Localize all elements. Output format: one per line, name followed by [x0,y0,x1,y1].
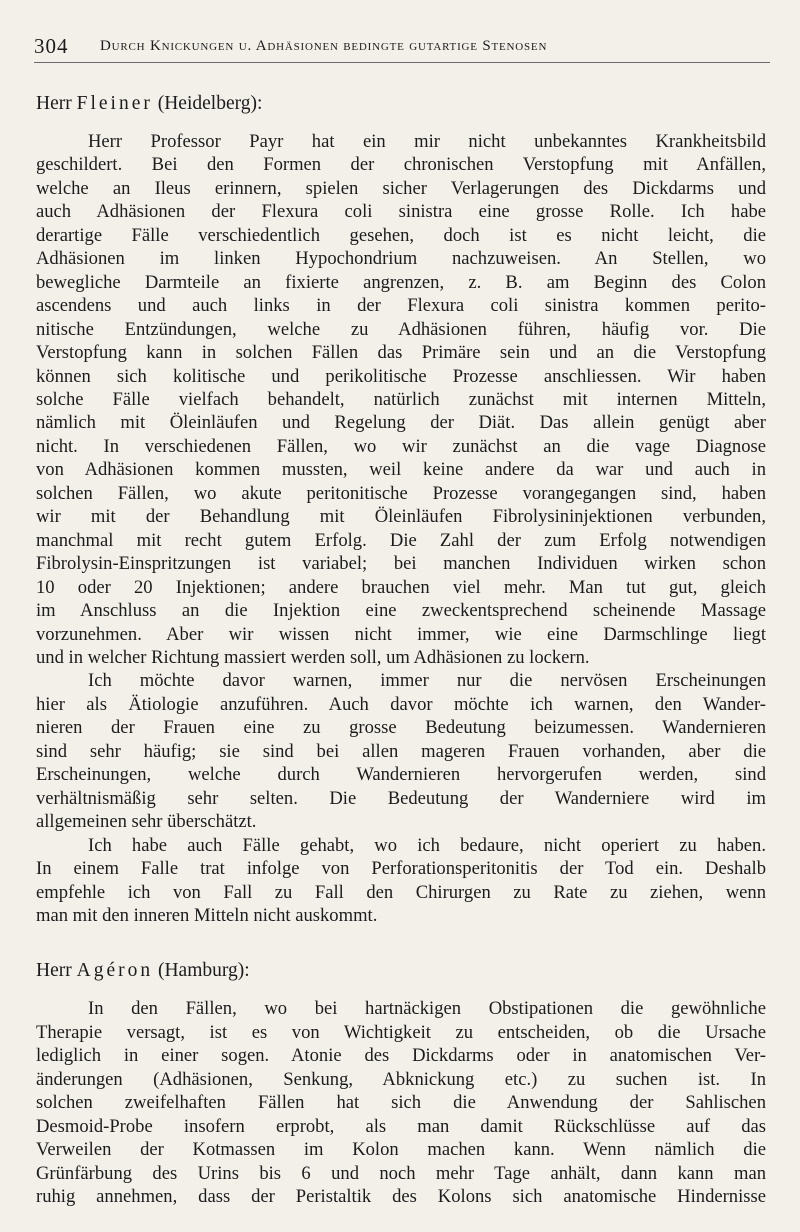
speaker-heading [36,92,766,116]
text-line: Therapie versagt, ist es von Wichtigkeit zu entscheiden, ob die Ursache [36,1021,766,1043]
text-line: In einem Falle trat infolge von Perforationsperitonitis der Tod ein. Deshalb [36,858,766,880]
text-line: allgemeinen sehr überschätzt. [36,811,257,833]
text-line: änderungen (Adhäsionen, Senkung, Abknickung etc.) zu suchen ist. In [36,1068,766,1090]
text-line: und in welcher Richtung massiert werden soll, um Adhäsionen zu lockern. [36,646,590,668]
text-line: nieren der Frauen eine zu grosse Bedeutung beizumessen. Wandernieren [36,717,766,739]
text-line: Erscheinungen, welche durch Wandernieren hervorgerufen werden, sind [36,764,766,786]
page-content [36,92,766,1208]
speaker-city: (Heidelberg): [157,93,263,114]
text-line: manchmal mit recht gutem Erfolg. Die Zahl der zum Erfolg notwendigen [36,529,766,551]
speaker-name: Agéron [76,960,154,982]
text-line: verhältnismäßig sehr selten. Die Bedeutung der Wanderniere wird im [36,787,766,809]
paragraph [36,997,766,1208]
page-number: 304 [34,34,69,58]
text-line: solchen zweifelhaften Fällen hat sich die Anwendung der Sahlischen [36,1092,766,1114]
text-line: im Anschluss an die Injektion eine zweckentsprechend scheinende Massage [36,600,766,622]
text-line: hier als Ätiologie anzuführen. Auch davor möchte ich warnen, den Wander- [36,693,766,715]
text-line: 10 oder 20 Injektionen; andere brauchen viel mehr. Man tut gut, gleich [36,576,766,598]
text-line: nitische Entzündungen, welche zu Adhäsionen führen, häufig vor. Die [36,318,766,340]
text-line: Verstopfung kann in solchen Fällen das Primäre sein und an die Verstopfung [36,342,766,364]
text-line: nämlich mit Öleinläufen und Regelung der Diät. Das allein genügt aber [36,412,766,434]
text-line: lediglich in einer sogen. Atonie des Dickdarms oder in anatomischen Ver- [36,1045,766,1067]
text-line: auch Adhäsionen der Flexura coli sinistra eine grosse Rolle. Ich habe [36,201,766,223]
page-header [34,34,770,63]
text-line: welche an Ileus erinnern, spielen sicher Verlagerungen des Dickdarms und [36,177,766,199]
text-line: Fibrolysin-Einspritzungen ist variabel; bei manchen Individuen wirken schon [36,553,766,575]
text-line: solche Fälle vielfach behandelt, natürlich zunächst mit internen Mitteln, [36,388,766,410]
discussion-section-fleiner [36,92,766,927]
text-line: In den Fällen, wo bei hartnäckigen Obstipationen die gewöhnliche [88,998,766,1020]
text-line: ascendens und auch links in der Flexura coli sinistra kommen perito- [36,295,766,317]
text-line: von Adhäsionen kommen mussten, weil keine andere da war und auch in [36,459,766,481]
paragraph [36,669,766,833]
running-title: Durch Knickungen u. Adhäsionen bedingte gutartige Stenosen [100,38,548,54]
text-line: derartige Fälle verschiedentlich gesehen, doch ist es nicht leicht, die [36,224,766,246]
text-line: können sich kolitische und perikolitische Prozesse anschliessen. Wir haben [36,365,766,387]
text-line: wir mit der Behandlung mit Öleinläufen Fibrolysininjektionen verbunden, [36,506,766,528]
text-line: solchen Fällen, wo akute peritonitische Prozesse vorangegangen sind, haben [36,482,766,504]
text-line: sind sehr häufig; sie sind bei allen mageren Frauen vorhanden, aber die [36,740,766,762]
text-line: vorzunehmen. Aber wir wissen nicht immer, wie eine Darmschlinge liegt [36,623,766,645]
text-line: Adhäsionen im linken Hypochondrium nachzuweisen. An Stellen, wo [36,248,766,270]
speaker-heading [36,959,766,983]
text-line: ruhig annehmen, dass der Peristaltik des Kolons sich anatomische Hindernisse [36,1186,766,1208]
discussion-section-ageron [36,959,766,1208]
text-line: Verweilen der Kotmassen im Kolon machen kann. Wenn nämlich die [36,1139,766,1161]
paragraph [36,834,766,928]
text-line: nicht. In verschiedenen Fällen, wo wir zunächst an die vage Diagnose [36,435,766,457]
speaker-prefix: Herr [36,93,72,114]
speaker-prefix: Herr [36,960,72,982]
text-line: man mit den inneren Mitteln nicht auskommt. [36,904,378,926]
text-line: Ich möchte davor warnen, immer nur die nervösen Erscheinungen [88,670,766,692]
text-line: Herr Professor Payr hat ein mir nicht unbekanntes Krankheitsbild [88,131,766,152]
text-line: bewegliche Darmteile an fixierte angrenzen, z. B. am Beginn des Colon [36,271,766,293]
text-line: geschildert. Bei den Formen der chronischen Verstopfung mit Anfällen, [36,154,766,176]
text-line: Ich habe auch Fälle gehabt, wo ich bedaure, nicht operiert zu haben. [88,834,766,856]
text-line: Desmoid-Probe insofern erprobt, als man damit Rückschlüsse auf das [36,1115,766,1137]
text-line: empfehle ich von Fall zu Fall den Chirurgen zu Rate zu ziehen, wenn [36,881,766,903]
text-line: Grünfärbung des Urins bis 6 und noch mehr Tage anhält, dann kann man [36,1162,766,1184]
paragraph [36,130,766,669]
speaker-city: (Hamburg): [157,960,250,982]
speaker-name: Fleiner [76,93,153,114]
